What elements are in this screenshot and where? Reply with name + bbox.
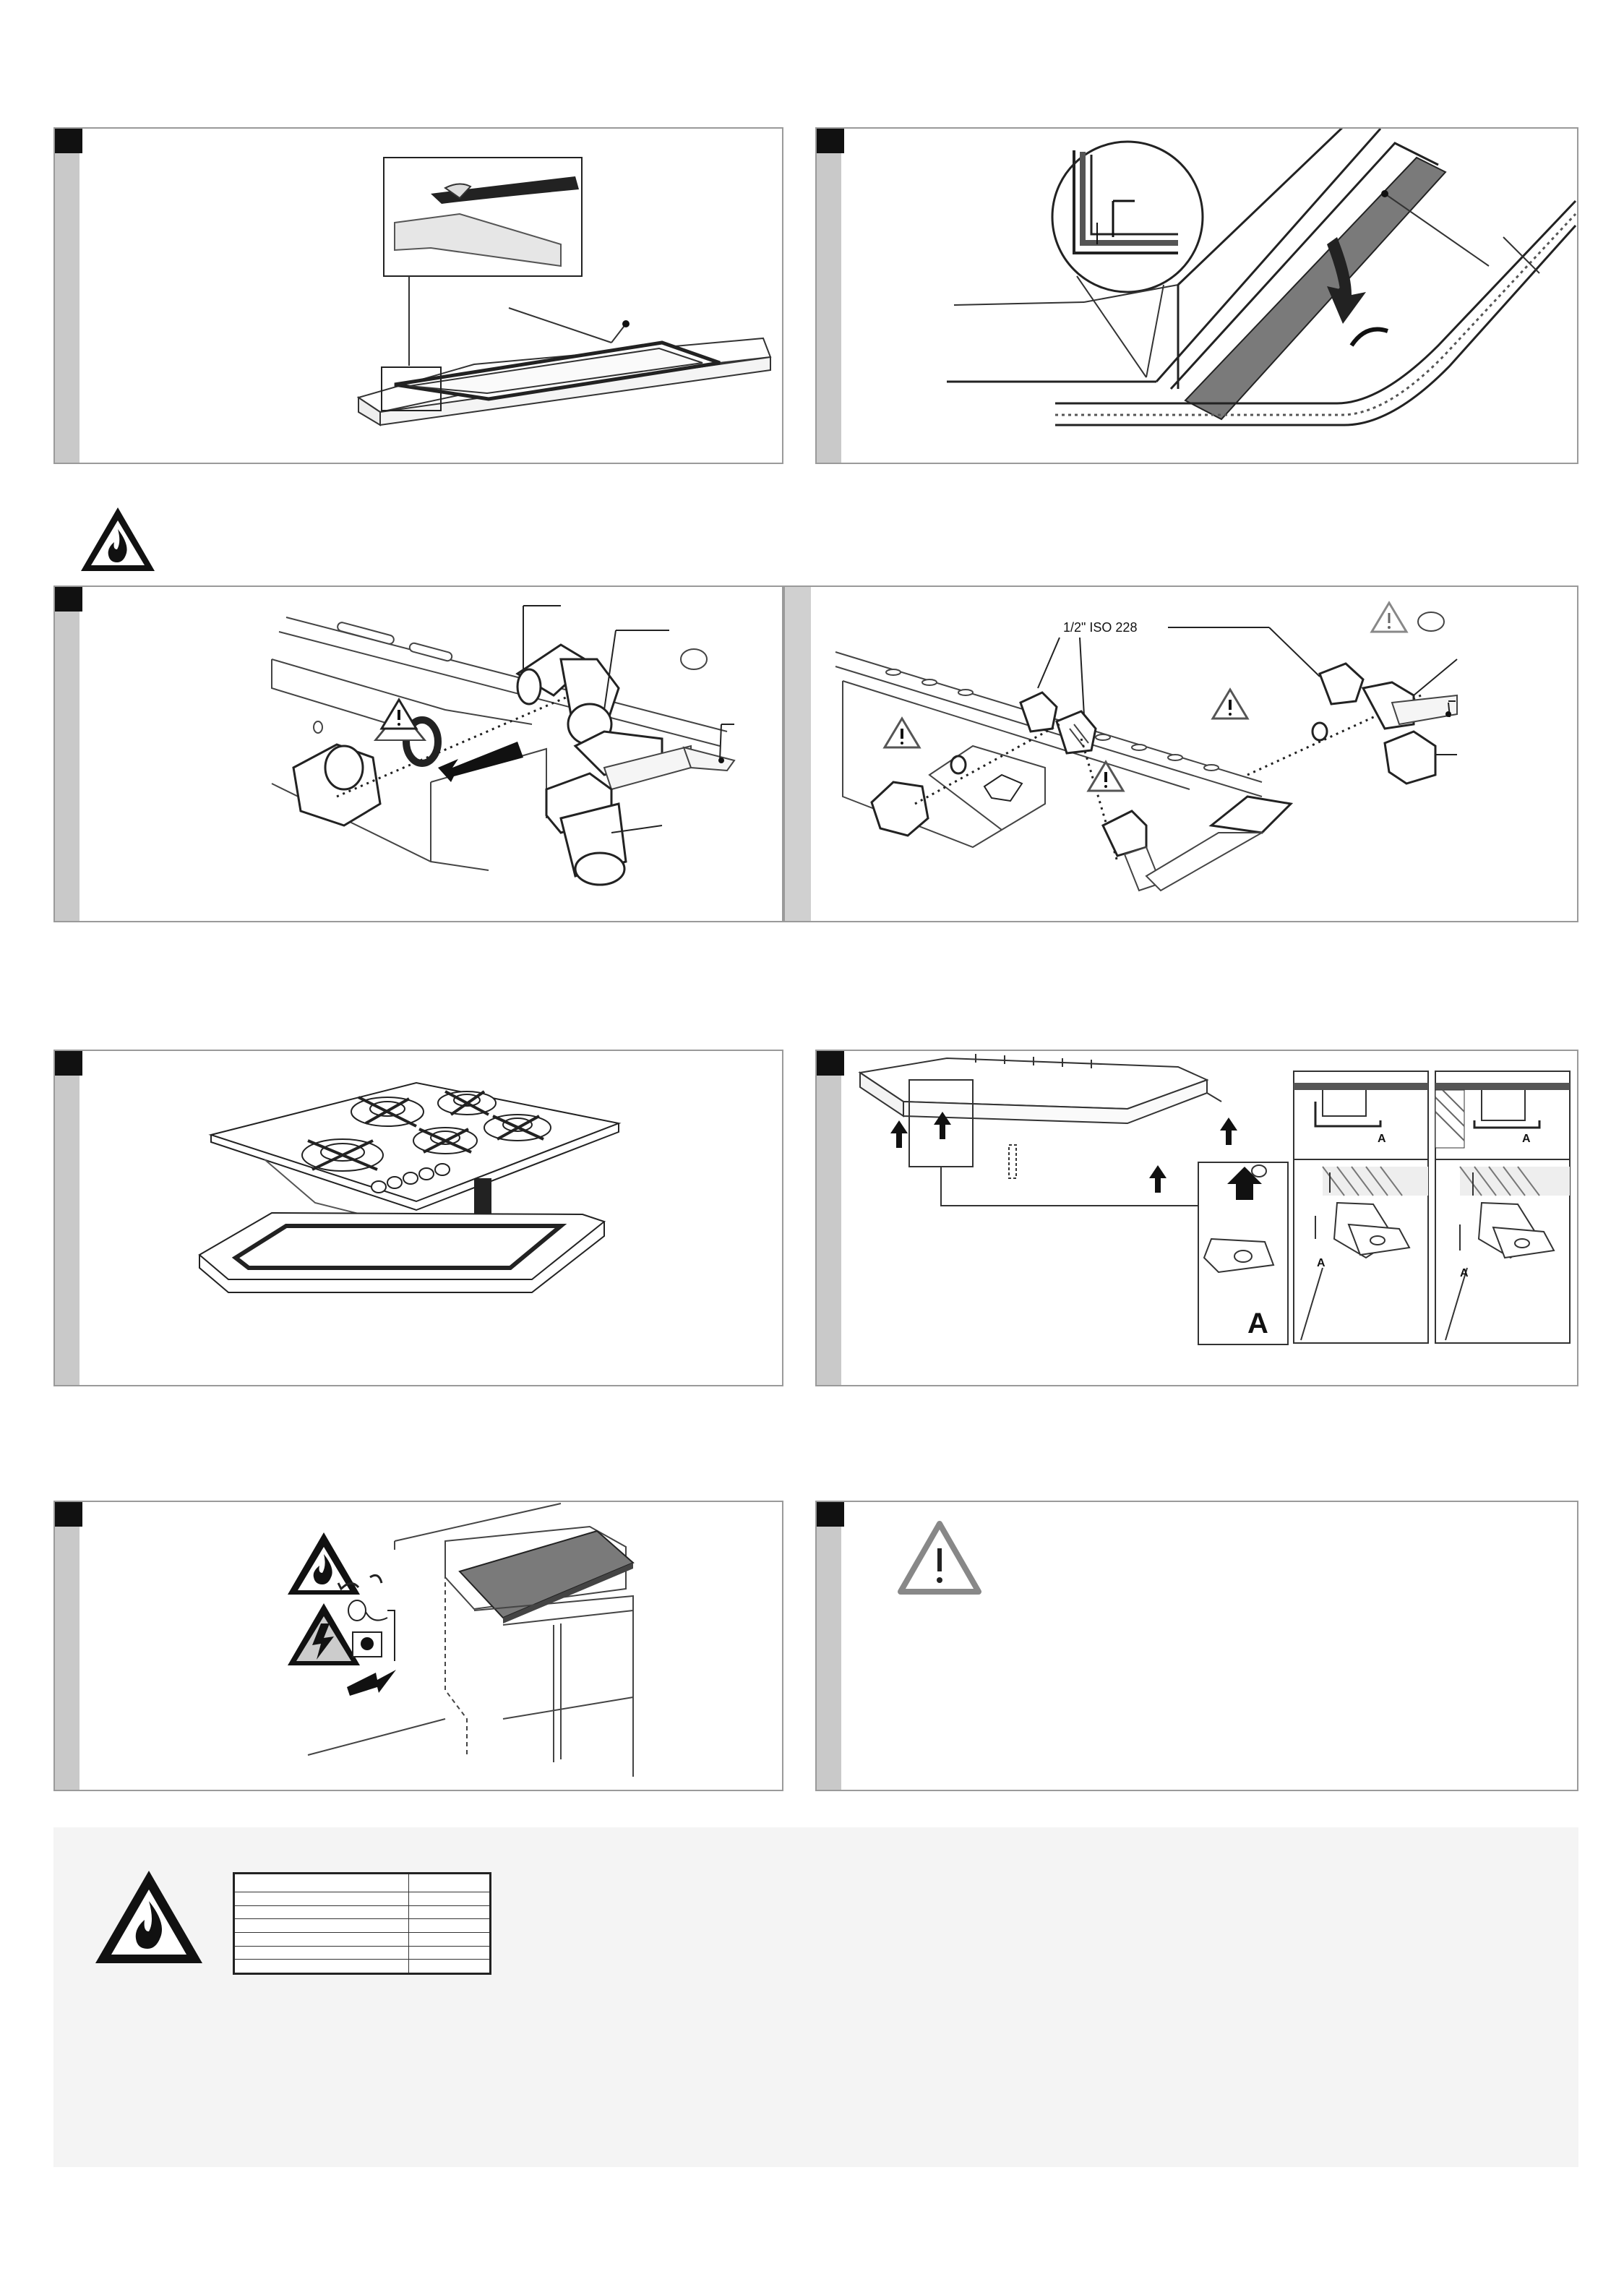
bracket-label-a: A [1247,1308,1268,1339]
step-panel-7 [53,1501,783,1791]
seal-strip-illustration [55,129,785,466]
step-panel-8 [815,1501,1578,1791]
gas-table [233,1872,491,1975]
bracket-label-a-small: A [1317,1257,1326,1269]
flame-warning-icon [288,1532,360,1595]
warning-note-illustration [817,1502,1580,1793]
bracket-label-a-small: A [1378,1133,1386,1145]
step-panel-6 [815,1050,1578,1386]
bracket-label-a-small: A [1460,1267,1469,1279]
flame-warning-icon [93,1868,205,1966]
hob-placement-illustration [55,1051,785,1388]
step-panel-4 [783,585,1578,922]
flame-warning-icon [78,505,158,574]
caution-triangle-icon [885,718,919,747]
gas-info-area [53,1827,1578,2167]
caution-triangle-icon [1213,690,1247,718]
seal-corner-illustration [817,129,1580,466]
gas-elbow-illustration [55,587,785,924]
gas-threaded-illustration [785,587,1580,924]
step-panel-3 [53,585,783,922]
fixing-brackets-illustration [817,1051,1580,1388]
step-panel-1 [53,127,783,464]
caution-triangle-icon [1372,603,1406,632]
thread-spec-label: 1/2" ISO 228 [1063,620,1138,635]
bracket-label-a-small: A [1522,1133,1531,1145]
caution-triangle-icon [901,1524,979,1592]
step-panel-2 [815,127,1578,464]
connect-supplies-illustration [55,1502,785,1793]
step-panel-5 [53,1050,783,1386]
